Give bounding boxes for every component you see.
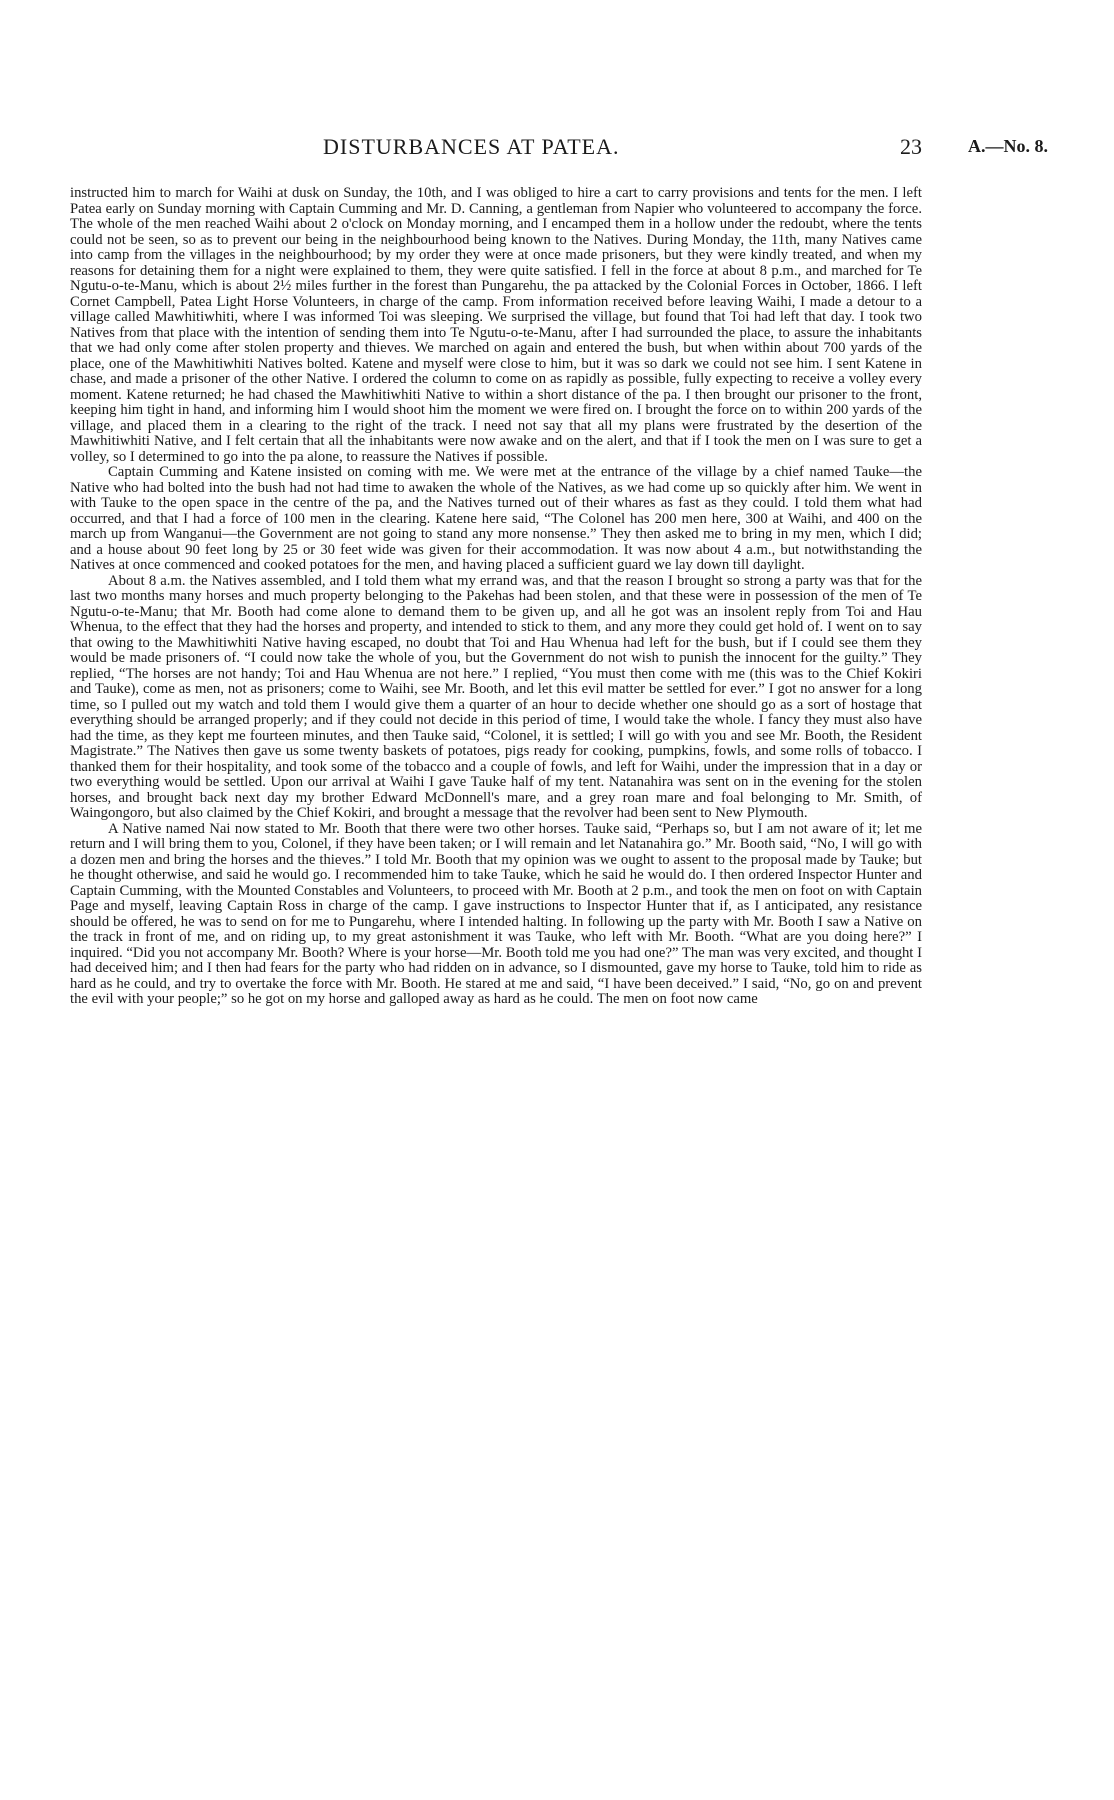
page-number: 23 [900, 134, 922, 159]
body-text [70, 186, 922, 1008]
running-title: DISTURBANCES AT PATEA. [323, 134, 620, 159]
paragraph-continuation: instructed him to march for Waihi at dusk on Sunday, the 10th, and I was obliged to hire a cart to carry provisions and tents for the men. I left Patea early on Sunday morning with Captain Cumming and Mr. D. Canning, a gentleman from Napier who volunteered to accompany the force. The whole of the men reached Waihi about 2 o'clock on Monday morning, and I encamped them in a hollow under the redoubt, where the tents could not be seen, so as to prevent our being in the neighbourhood being known to the Natives. During Monday, the 11th, many Natives came into camp from the villages in the neighbourhood; by my order they were at once made prisoners, but they were kindly treated, and when my reasons for detaining them for a night were explained to them, they were quite satisfied. I fell in the force at about 8 p.m., and marched for Te Ngutu-o-te-Manu, which is about 2½ miles further in the forest than Pungarehu, the pa attacked by the Colonial Forces in October, 1866. I left Cornet Campbell, Patea Light Horse Volunteers, in charge of the camp. From information received before leaving Waihi, I made a detour to a village called Mawhitiwhiti, where I was informed Toi was sleeping. We surprised the village, but found that Toi had left that day. I took two Natives from that place with the intention of sending them into Te Ngutu-o-te-Manu, after I had surrounded the place, to assure the inhabitants that we had only come after stolen property and thieves. We marched on again and entered the bush, but when within about 700 yards of the place, one of the Mawhitiwhiti Natives bolted. Katene and myself were close to him, but it was so dark we could not see him. I sent Katene in chase, and made a prisoner of the other Native. I ordered the column to come on as rapidly as possible, fully expecting to receive a volley every moment. Katene returned; he had chased the Mawhitiwhiti Native to within a short distance of the pa. I then brought our prisoner to the front, keeping him tight in hand, and informing him I would shoot him the moment we were fired on. I brought the force on to within 200 yards of the village, and placed them in a clearing to the right of the track. I need not say that all my plans were frustrated by the desertion of the Mawhitiwhiti Native, and I felt certain that all the inhabitants were now awake and on the alert, and that if I took the men on I was sure to get a volley, so I determined to go into the pa alone, to reassure the Natives if possible. [70, 185, 922, 465]
paragraph: Captain Cumming and Katene insisted on coming with me. We were met at the entrance of the village by a chief named Tauke—the Native who had bolted into the bush had not had time to awaken the whole of the Natives, as we had come up so quickly after him. We went in with Tauke to the open space in the centre of the pa, and the Natives turned out of their whares as fast as they could. I told them what had occurred, and that I had a force of 100 men in the clearing. Katene here said, “The Colonel has 200 men here, 300 at Waihi, and 400 on the march up from Wanganui—the Government are not going to stand any more nonsense.” They then asked me to bring in my men, which I did; and a house about 90 feet long by 25 or 30 feet wide was given for their accommodation. It was now about 4 a.m., but notwithstanding the Natives at once commenced and cooked potatoes for the men, and having placed a sufficient guard we lay down till daylight. [70, 464, 922, 573]
paragraph: A Native named Nai now stated to Mr. Booth that there were two other horses. Tauke said, “Perhaps so, but I am not aware of it; let me return and I will bring them to you, Colonel, if they have been taken; or I will remain and let Natanahira go.” Mr. Booth said, “No, I will go with a dozen men and bring the horses and the thieves.” I told Mr. Booth that my opinion was we ought to assent to the proposal made by Tauke; but he thought otherwise, and said he would go. I recommended him to take Tauke, which he said he would do. I then ordered Inspector Hunter and Captain Cumming, with the Mounted Constables and Volunteers, to proceed with Mr. Booth at 2 p.m., and took the men on foot on with Captain Page and myself, leaving Captain Ross in charge of the camp. I gave instructions to Inspector Hunter that if, as I anticipated, any resistance should be offered, he was to send on for me to Pungarehu, where I intended halting. In following up the party with Mr. Booth I saw a Native on the track in front of me, and on riding up, to my great astonishment it was Tauke, who left with Mr. Booth. “What are you doing here?” I inquired. “Did you not accompany Mr. Booth? Where is your horse—Mr. Booth told me you had one?” The man was very excited, and thought I had deceived him; and I then had fears for the party who had ridden on in advance, so I dismounted, gave my horse to Tauke, told him to ride as hard as he could, and try to overtake the force with Mr. Booth. He stared at me and said, “I have been deceived.” I said, “No, go on and prevent the evil with your people;” so he got on my horse and galloped away as hard as he could. The men on foot now came [70, 820, 922, 1007]
series-number: A.—No. 8. [968, 136, 1048, 156]
paragraph: About 8 a.m. the Natives assembled, and I told them what my errand was, and that the reason I brought so strong a party was that for the last two months many horses and much property belonging to the Pakehas had been stolen, and that these were in possession of the men of Te Ngutu-o-te-Manu; that Mr. Booth had come alone to demand them to be given up, and all he got was an insolent reply from Toi and Hau Whenua, to the effect that they had the horses and property, and intended to stick to them, and any more they could get hold of. I went on to say that owing to the Mawhitiwhiti Native having escaped, no doubt that Toi and Hau Whenua had left for the bush, but if I could see them they would be made prisoners of. “I could now take the whole of you, but the Government do not wish to punish the innocent for the guilty.” They replied, “The horses are not handy; Toi and Hau Whenua are not here.” I replied, “You must then come with me (this was to the Chief Kokiri and Tauke), come as men, not as prisoners; come to Waihi, see Mr. Booth, and let this evil matter be settled for ever.” I got no answer for a long time, so I pulled out my watch and told them I would give them a quarter of an hour to decide whether one should go as a sort of hostage that everything should be arranged properly; and if they could not decide in this period of time, I would take the whole. I fancy they must also have had the time, as they kept me fourteen minutes, and then Tauke said, “Colonel, it is settled; I will go with you and see Mr. Booth, the Resident Magistrate.” The Natives then gave us some twenty baskets of potatoes, pigs ready for cooking, pumpkins, fowls, and some rolls of tobacco. I thanked them for their hospitality, and took some of the tobacco and a couple of fowls, and left for Waihi, under the impression that in a day or two everything would be settled. Upon our arrival at Waihi I gave Tauke half of my tent. Natanahira was sent on in the evening for the stolen horses, and brought back next day my brother Edward McDonnell's mare, and a grey roan mare and foal belonging to Mr. Smith, of Waingongoro, but also claimed by the Chief Kokiri, and brought a message that the revolver had been sent to New Plymouth. [70, 572, 922, 821]
page-header [0, 134, 1114, 168]
